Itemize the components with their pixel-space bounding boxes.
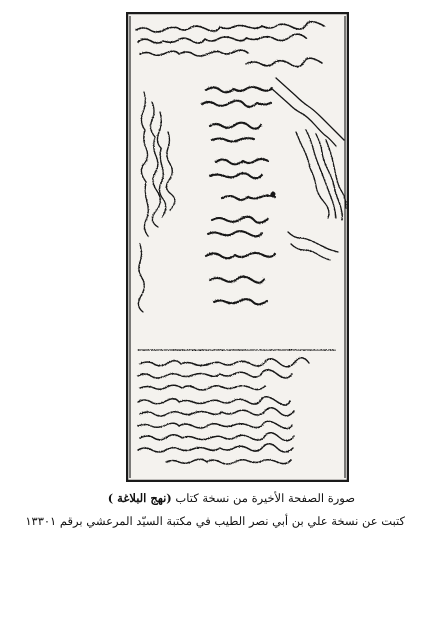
manuscript-photo — [126, 12, 349, 482]
caption-source-line: كتبت عن نسخة علي بن أبي نصر الطيب في مكتبة السيّد المرعشي برقم ١٣٣٠١ — [25, 514, 405, 528]
caption-book-title: (نهج البلاغة ) — [107, 491, 172, 505]
caption-title-line — [107, 491, 355, 505]
ink-dot — [271, 192, 276, 197]
caption-prefix: صورة الصفحة الأخيرة من نسخة كتاب — [171, 491, 355, 505]
